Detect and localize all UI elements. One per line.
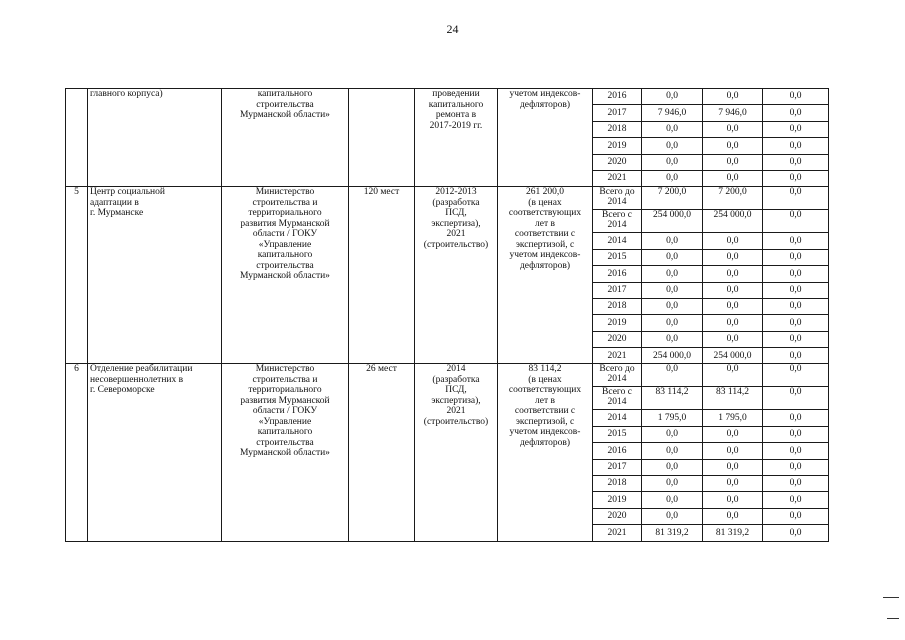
capacity-cell [349, 187, 415, 364]
value-regional-cell-text: 0,0 [726, 445, 739, 456]
year-cell [593, 187, 642, 210]
value-regional-cell [703, 315, 763, 331]
value-regional-cell [703, 266, 763, 282]
value-regional-cell-text: 0,0 [726, 157, 739, 167]
value-other-cell [763, 348, 829, 364]
value-regional-cell [703, 154, 763, 170]
value-regional-cell [703, 187, 763, 210]
year-cell [593, 410, 642, 426]
year-cell [593, 121, 642, 137]
value-other-cell-text: 0,0 [789, 478, 802, 489]
value-total-cell [642, 476, 703, 492]
agency-cell [222, 364, 349, 541]
period-cell-text: 2014 (разработка ПСД, экспертиза), 2021 (строительство) [423, 364, 489, 427]
value-total-cell [642, 170, 703, 186]
value-total-cell [642, 266, 703, 282]
object-name-cell-text: главного корпуса) [90, 89, 163, 99]
year-cell [593, 154, 642, 170]
value-regional-cell-text: 0,0 [726, 478, 739, 489]
value-other-cell-text: 0,0 [789, 235, 802, 246]
year-cell-text: 2018 [607, 478, 627, 489]
value-other-cell-text: 0,0 [789, 494, 802, 505]
value-total-cell [642, 331, 703, 347]
value-other-cell-text: 0,0 [789, 387, 802, 398]
value-total-cell [642, 315, 703, 331]
value-total-cell-text: 0,0 [666, 445, 678, 456]
value-regional-cell [703, 508, 763, 524]
period-cell [415, 89, 498, 187]
value-total-cell-text: 0,0 [666, 364, 678, 375]
value-other-cell [763, 210, 829, 233]
year-cell-text: Всего до 2014 [599, 187, 635, 208]
year-cell [593, 266, 642, 282]
value-other-cell [763, 331, 829, 347]
value-regional-cell-text: 0,0 [726, 268, 739, 279]
value-regional-cell [703, 233, 763, 249]
value-other-cell [763, 492, 829, 508]
value-other-cell-text: 0,0 [789, 364, 802, 375]
value-regional-cell-text: 0,0 [726, 235, 739, 246]
value-regional-cell [703, 348, 763, 364]
value-total-cell-text: 0,0 [666, 157, 678, 167]
value-regional-cell-text: 254 000,0 [713, 210, 752, 221]
cost-cell-text: 83 114,2 (в ценах соответствующих лет в соответствии с экспертизой, с учетом индексов- дефляторов) [508, 364, 582, 448]
value-total-cell-text: 0,0 [666, 140, 678, 151]
row-number-cell-text: 6 [74, 364, 79, 375]
value-total-cell [642, 443, 703, 459]
year-cell-text: 2019 [607, 494, 627, 505]
value-total-cell-text: 0,0 [666, 317, 678, 328]
year-cell-text: 2016 [607, 91, 627, 102]
year-cell-text: 2021 [607, 173, 627, 184]
value-total-cell [642, 210, 703, 233]
value-other-cell-text: 0,0 [789, 124, 802, 135]
value-regional-cell-text: 0,0 [726, 173, 739, 184]
object-name-cell [88, 364, 222, 541]
page-number: 24 [446, 22, 459, 36]
value-other-cell [763, 459, 829, 475]
year-cell [593, 443, 642, 459]
value-other-cell [763, 266, 829, 282]
value-regional-cell [703, 476, 763, 492]
margin-mark [883, 597, 899, 598]
value-other-cell [763, 282, 829, 298]
year-cell-text: 2019 [607, 317, 627, 328]
value-other-cell [763, 138, 829, 154]
agency-cell-text: Министерство строительства и территориального развития Мурманской области / ГОКУ «Управление капитального строительства Мурманской области» [240, 364, 330, 459]
value-total-cell [642, 525, 703, 541]
year-cell-text: 2016 [607, 445, 627, 456]
year-cell-text: 2015 [607, 429, 627, 440]
value-other-cell [763, 364, 829, 387]
value-regional-cell [703, 298, 763, 314]
program-objects-table [65, 88, 829, 542]
value-total-cell [642, 187, 703, 210]
value-total-cell [642, 348, 703, 364]
capacity-cell-text: 120 мест [363, 187, 400, 198]
agency-cell-text: Министерство строительства и территориального развития Мурманской области / ГОКУ «Управление капитального строительства Мурманской области» [240, 187, 330, 282]
value-total-cell-text: 0,0 [666, 124, 678, 135]
value-total-cell-text: 1 795,0 [657, 412, 687, 423]
value-total-cell [642, 282, 703, 298]
value-other-cell-text: 0,0 [789, 511, 802, 522]
year-cell [593, 459, 642, 475]
value-other-cell-text: 0,0 [789, 157, 802, 167]
capacity-cell [349, 89, 415, 187]
capacity-cell [349, 364, 415, 541]
value-regional-cell [703, 364, 763, 387]
margin-mark [887, 618, 899, 619]
value-regional-cell [703, 410, 763, 426]
value-other-cell [763, 525, 829, 541]
year-cell-text: 2017 [607, 107, 627, 118]
value-regional-cell-text: 0,0 [726, 140, 739, 151]
value-other-cell-text: 0,0 [789, 252, 802, 263]
value-other-cell [763, 89, 829, 105]
year-cell-text: 2016 [607, 268, 627, 279]
value-other-cell-text: 0,0 [789, 107, 802, 118]
row-number-cell-text: 5 [74, 187, 79, 198]
value-total-cell-text: 0,0 [666, 462, 678, 473]
object-name-cell-text: Центр социальной адаптации в г. Мурманске [90, 187, 165, 219]
value-total-cell-text: 0,0 [666, 334, 678, 345]
value-regional-cell [703, 525, 763, 541]
value-regional-cell-text: 0,0 [726, 429, 739, 440]
value-other-cell-text: 0,0 [789, 268, 802, 279]
value-regional-cell-text: 0,0 [726, 252, 739, 263]
year-cell-text: 2020 [607, 511, 627, 522]
value-total-cell-text: 0,0 [666, 268, 678, 279]
row-number-cell [66, 89, 88, 187]
year-cell-text: 2014 [607, 235, 627, 246]
value-total-cell-text: 0,0 [666, 284, 678, 295]
value-total-cell [642, 508, 703, 524]
value-regional-cell [703, 89, 763, 105]
year-cell-text: 2020 [607, 334, 627, 345]
capacity-cell-text: 26 мест [366, 364, 397, 375]
value-regional-cell [703, 492, 763, 508]
value-total-cell-text: 0,0 [666, 235, 678, 246]
year-cell-text: 2018 [607, 124, 627, 135]
value-total-cell-text: 0,0 [666, 91, 678, 102]
table-row [66, 187, 829, 210]
value-total-cell [642, 459, 703, 475]
value-total-cell [642, 89, 703, 105]
value-other-cell [763, 233, 829, 249]
value-regional-cell-text: 0,0 [726, 284, 739, 295]
value-total-cell [642, 138, 703, 154]
value-other-cell-text: 0,0 [789, 445, 802, 456]
value-regional-cell-text: 81 319,2 [715, 527, 750, 538]
value-regional-cell [703, 170, 763, 186]
cost-cell-text: учетом индексов- дефляторов) [509, 89, 581, 110]
value-total-cell-text: 0,0 [666, 173, 678, 184]
cost-cell-text: 261 200,0 (в ценах соответствующих лет в соответствии с экспертизой, с учетом индексов- дефляторов) [508, 187, 582, 271]
value-regional-cell [703, 121, 763, 137]
year-cell [593, 315, 642, 331]
value-total-cell [642, 233, 703, 249]
value-regional-cell-text: 0,0 [726, 334, 739, 345]
value-regional-cell [703, 249, 763, 265]
value-other-cell [763, 105, 829, 121]
value-regional-cell [703, 282, 763, 298]
object-name-cell [88, 89, 222, 187]
value-total-cell [642, 426, 703, 442]
cost-cell [498, 89, 593, 187]
value-regional-cell-text: 0,0 [726, 124, 739, 135]
year-cell [593, 249, 642, 265]
year-cell [593, 331, 642, 347]
year-cell-text: 2020 [607, 157, 627, 167]
year-cell-text: 2021 [607, 527, 627, 538]
year-cell-text: Всего до 2014 [599, 364, 635, 385]
year-cell [593, 364, 642, 387]
value-other-cell-text: 0,0 [789, 140, 802, 151]
value-total-cell-text: 0,0 [666, 494, 678, 505]
value-other-cell [763, 170, 829, 186]
value-other-cell [763, 187, 829, 210]
year-cell [593, 525, 642, 541]
object-name-cell-text: Отделение реабилитации несовершеннолетних в г. Североморске [90, 364, 193, 396]
value-regional-cell [703, 138, 763, 154]
year-cell-text: 2021 [607, 350, 627, 361]
value-other-cell [763, 315, 829, 331]
cost-cell [498, 364, 593, 541]
value-total-cell [642, 249, 703, 265]
value-other-cell-text: 0,0 [789, 317, 802, 328]
year-cell [593, 492, 642, 508]
value-other-cell-text: 0,0 [789, 284, 802, 295]
value-regional-cell-text: 0,0 [726, 462, 739, 473]
value-regional-cell [703, 331, 763, 347]
value-total-cell [642, 121, 703, 137]
value-other-cell-text: 0,0 [789, 173, 802, 184]
year-cell-text: 2017 [607, 284, 627, 295]
value-regional-cell-text: 7 200,0 [718, 187, 747, 198]
period-cell-text: 2012-2013 (разработка ПСД, экспертиза), 2021 (строительство) [423, 187, 489, 250]
year-cell-text: Всего с 2014 [602, 387, 632, 408]
value-other-cell-text: 0,0 [789, 462, 802, 473]
value-other-cell [763, 443, 829, 459]
value-total-cell [642, 298, 703, 314]
value-total-cell-text: 0,0 [666, 478, 678, 489]
value-regional-cell-text: 0,0 [726, 494, 739, 505]
value-other-cell [763, 508, 829, 524]
year-cell [593, 170, 642, 186]
value-other-cell [763, 249, 829, 265]
year-cell [593, 89, 642, 105]
value-total-cell [642, 364, 703, 387]
year-cell-text: 2019 [607, 140, 627, 151]
value-other-cell-text: 0,0 [789, 350, 802, 361]
period-cell [415, 364, 498, 541]
year-cell [593, 105, 642, 121]
value-regional-cell-text: 0,0 [726, 301, 739, 312]
value-total-cell [642, 154, 703, 170]
row-number-cell [66, 364, 88, 541]
year-cell-text: 2014 [607, 412, 627, 423]
cost-cell [498, 187, 593, 364]
value-other-cell [763, 387, 829, 410]
value-other-cell [763, 154, 829, 170]
value-total-cell [642, 492, 703, 508]
value-regional-cell [703, 426, 763, 442]
value-regional-cell [703, 387, 763, 410]
value-other-cell-text: 0,0 [789, 91, 802, 102]
value-regional-cell [703, 459, 763, 475]
year-cell-text: 2018 [607, 301, 627, 312]
value-total-cell-text: 0,0 [666, 301, 678, 312]
period-cell [415, 187, 498, 364]
value-regional-cell-text: 1 795,0 [718, 412, 747, 423]
value-other-cell-text: 0,0 [789, 210, 802, 221]
value-total-cell-text: 254 000,0 [653, 210, 691, 221]
year-cell [593, 282, 642, 298]
row-number-cell [66, 187, 88, 364]
value-total-cell-text: 7 946,0 [657, 107, 687, 118]
year-cell [593, 387, 642, 410]
agency-cell-text: капитального строительства Мурманской области» [240, 89, 330, 120]
table-row [66, 364, 829, 387]
value-other-cell [763, 426, 829, 442]
agency-cell [222, 187, 349, 364]
year-cell [593, 298, 642, 314]
object-name-cell [88, 187, 222, 364]
year-cell [593, 210, 642, 233]
year-cell [593, 233, 642, 249]
value-other-cell-text: 0,0 [789, 187, 802, 198]
year-cell-text: 2017 [607, 462, 627, 473]
value-regional-cell-text: 0,0 [726, 364, 739, 375]
year-cell-text: 2015 [607, 252, 627, 263]
year-cell [593, 138, 642, 154]
agency-cell [222, 89, 349, 187]
year-cell [593, 508, 642, 524]
value-other-cell [763, 476, 829, 492]
value-total-cell-text: 83 114,2 [655, 387, 689, 398]
table-body [66, 89, 829, 542]
value-total-cell-text: 0,0 [666, 511, 678, 522]
value-regional-cell-text: 0,0 [726, 511, 739, 522]
value-total-cell [642, 410, 703, 426]
value-regional-cell [703, 105, 763, 121]
value-regional-cell-text: 0,0 [726, 91, 739, 102]
period-cell-text: проведении капитального ремонта в 2017-2019 гг. [428, 89, 484, 131]
value-total-cell-text: 254 000,0 [653, 350, 691, 361]
value-regional-cell [703, 443, 763, 459]
value-regional-cell-text: 0,0 [726, 317, 739, 328]
value-total-cell-text: 81 319,2 [655, 527, 689, 538]
year-cell [593, 348, 642, 364]
value-other-cell-text: 0,0 [789, 334, 802, 345]
value-total-cell-text: 0,0 [666, 252, 678, 263]
value-total-cell-text: 7 200,0 [657, 187, 687, 198]
value-regional-cell [703, 210, 763, 233]
table-row [66, 89, 829, 105]
value-total-cell [642, 387, 703, 410]
year-cell [593, 476, 642, 492]
year-cell-text: Всего с 2014 [602, 210, 632, 231]
value-other-cell-text: 0,0 [789, 527, 802, 538]
value-total-cell-text: 0,0 [666, 429, 678, 440]
value-regional-cell-text: 7 946,0 [718, 107, 747, 118]
value-regional-cell-text: 254 000,0 [713, 350, 752, 361]
value-other-cell [763, 410, 829, 426]
value-other-cell-text: 0,0 [789, 412, 802, 423]
value-total-cell [642, 105, 703, 121]
value-other-cell-text: 0,0 [789, 301, 802, 312]
value-other-cell [763, 121, 829, 137]
value-regional-cell-text: 83 114,2 [716, 387, 749, 398]
value-other-cell-text: 0,0 [789, 429, 802, 440]
year-cell [593, 426, 642, 442]
value-other-cell [763, 298, 829, 314]
